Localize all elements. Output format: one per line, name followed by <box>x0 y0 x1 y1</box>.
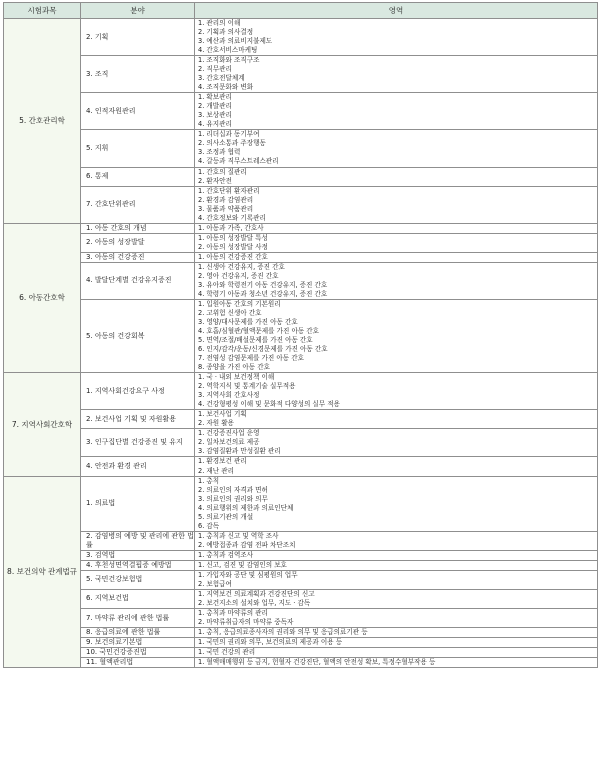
domain-item: 3. 물품과 약품관리 <box>198 204 254 213</box>
domain-cell <box>195 299 598 372</box>
domain-item: 4. 의료행위의 제한과 의료인단체 <box>198 503 294 512</box>
domain-item: 1. 국 · 내외 보건정책 이해 <box>198 373 275 382</box>
area-cell: 3. 인구집단별 건강증진 및 유지 <box>81 429 195 457</box>
area-cell: 3. 검역법 <box>81 550 195 560</box>
exam-subject-table <box>3 2 598 668</box>
domain-item: 2. 영아 건강유지, 증진 간호 <box>198 271 279 280</box>
subject-cell: 8. 보건의약 관계법규 <box>4 476 81 668</box>
domain-item: 2. 자원 활용 <box>198 419 234 428</box>
domain-item: 5. 면역/조절/배설문제를 가진 아동 간호 <box>198 336 313 345</box>
area-cell: 1. 의료법 <box>81 476 195 531</box>
domain-item: 6. 인지/감각/운동/신경문제를 가진 아동 간호 <box>198 345 328 354</box>
domain-cell <box>195 589 598 608</box>
domain-item: 1. 간호단위 환자관리 <box>198 186 260 195</box>
domain-item: 5. 의료기관의 개설 <box>198 512 254 521</box>
domain-item: 1. 아동의 성장발달 특성 <box>198 233 268 242</box>
domain-item: 4. 갈등과 직무스트레스관리 <box>198 157 279 166</box>
domain-cell <box>195 570 598 589</box>
area-cell: 4. 인적자원관리 <box>81 93 195 130</box>
domain-cell <box>195 608 598 627</box>
domain-item: 1. 관리의 이해 <box>198 19 241 27</box>
domain-item: 6. 감독 <box>198 521 220 530</box>
domain-item: 3. 보상관리 <box>198 111 232 120</box>
table-row <box>4 262 598 299</box>
domain-item: 1. 아동과 가족, 간호사 <box>198 223 264 232</box>
table-row <box>4 93 598 130</box>
domain-item: 1. 리더십과 동기부여 <box>198 130 260 139</box>
domain-item: 1. 간호의 질관리 <box>198 167 247 176</box>
domain-item: 2. 개발관리 <box>198 102 232 111</box>
domain-cell <box>195 130 598 167</box>
domain-item: 1. 총칙, 응급의료종사자의 권리와 의무 및 응급의료기관 등 <box>198 628 368 637</box>
domain-cell <box>195 638 598 648</box>
area-cell: 5. 국민건강보험법 <box>81 570 195 589</box>
domain-item: 1. 보건사업 기획 <box>198 410 247 419</box>
domain-item: 3. 간호전달체계 <box>198 74 245 83</box>
domain-item: 4. 조직문화와 변화 <box>198 83 254 92</box>
table-row <box>4 410 598 429</box>
table-row <box>4 638 598 648</box>
domain-cell <box>195 410 598 429</box>
domain-cell <box>195 373 598 410</box>
domain-cell <box>195 658 598 668</box>
domain-item: 1. 건강증진사업 운영 <box>198 429 260 438</box>
domain-item: 2. 고위험 신생아 간호 <box>198 308 262 317</box>
domain-cell <box>195 476 598 531</box>
area-cell: 2. 아동의 성장발달 <box>81 233 195 252</box>
domain-item: 1. 확보관리 <box>198 93 232 102</box>
area-cell: 5. 지휘 <box>81 130 195 167</box>
domain-item: 4. 간호서비스마케팅 <box>198 46 258 55</box>
domain-cell <box>195 628 598 638</box>
area-cell: 10. 국민건강증진법 <box>81 648 195 658</box>
domain-item: 4. 건강형평성 이해 및 문화적 다양성의 실무 적용 <box>198 400 340 409</box>
domain-item: 2. 역학지식 및 통계기술 실무적용 <box>198 382 296 391</box>
domain-item: 1. 조직화와 조직구조 <box>198 56 260 65</box>
subject-cell: 6. 아동간호학 <box>4 223 81 373</box>
table-row <box>4 429 598 457</box>
domain-item: 1. 총칙 <box>198 476 220 485</box>
domain-item: 1. 지역보건 의료계획과 건강진단의 신고 <box>198 589 315 598</box>
domain-item: 2. 아동의 성장발달 사정 <box>198 242 268 251</box>
domain-item: 7. 전염성 감염문제를 가진 아동 간호 <box>198 354 304 363</box>
area-cell: 2. 기획 <box>81 19 195 56</box>
area-cell: 3. 조직 <box>81 56 195 93</box>
domain-item: 2. 재난 관리 <box>198 466 234 475</box>
table-row <box>4 550 598 560</box>
exam-subject-table-container <box>3 2 597 668</box>
table-row <box>4 167 598 186</box>
table-row <box>4 457 598 476</box>
domain-item: 1. 총칙과 검역조사 <box>198 550 254 559</box>
header-area: 분야 <box>81 3 195 19</box>
domain-item: 1. 총칙과 신고 및 역학 조사 <box>198 531 279 540</box>
domain-cell <box>195 648 598 658</box>
table-row <box>4 19 598 56</box>
domain-item: 1. 아동의 건강증진 간호 <box>198 252 268 261</box>
area-cell: 4. 발달단계별 건강유지증진 <box>81 262 195 299</box>
table-row <box>4 223 598 233</box>
subject-cell: 7. 지역사회간호학 <box>4 373 81 476</box>
domain-cell <box>195 56 598 93</box>
area-cell: 4. 후천성면역결핍증 예방법 <box>81 560 195 570</box>
area-cell: 6. 통제 <box>81 167 195 186</box>
domain-cell <box>195 252 598 262</box>
header-domain: 영역 <box>195 3 598 19</box>
area-cell: 2. 보건사업 기획 및 자원활용 <box>81 410 195 429</box>
domain-cell <box>195 93 598 130</box>
domain-cell <box>195 429 598 457</box>
domain-cell <box>195 560 598 570</box>
domain-item: 1. 총칙과 마약류의 관리 <box>198 608 268 617</box>
domain-item: 3. 예산과 의료비지불제도 <box>198 37 273 46</box>
domain-item: 4. 유지관리 <box>198 120 232 129</box>
domain-item: 4. 학령기 아동과 청소년 건강유지, 증진 간호 <box>198 289 328 298</box>
table-row <box>4 531 598 550</box>
domain-item: 2. 환자안전 <box>198 176 232 185</box>
header-subject: 시험과목 <box>4 3 81 19</box>
table-row <box>4 56 598 93</box>
table-header-row <box>4 3 598 19</box>
domain-item: 3. 감염질환과 만성질환 관리 <box>198 447 281 456</box>
subject-cell: 5. 간호관리학 <box>4 19 81 224</box>
area-cell: 7. 간호단위관리 <box>81 186 195 223</box>
area-cell: 7. 마약류 관리에 관한 법률 <box>81 608 195 627</box>
domain-item: 2. 의료인의 자격과 면허 <box>198 485 268 494</box>
table-row <box>4 233 598 252</box>
domain-item: 1. 입원아동 간호의 기본원리 <box>198 299 281 308</box>
domain-cell <box>195 19 598 56</box>
domain-item: 4. 호흡/심혈관/혈액문제를 가진 아동 간호 <box>198 327 320 336</box>
table-row <box>4 299 598 372</box>
domain-cell <box>195 531 598 550</box>
domain-item: 2. 마약류취급자의 마약류 중독자 <box>198 618 294 626</box>
table-row <box>4 589 598 608</box>
domain-item: 4. 간호정보와 기록관리 <box>198 213 266 222</box>
domain-item: 1. 신생아 건강유지, 증진 간호 <box>198 262 285 271</box>
domain-item: 2. 환경과 감염관리 <box>198 195 254 204</box>
domain-cell <box>195 167 598 186</box>
area-cell: 6. 지역보건법 <box>81 589 195 608</box>
domain-item: 3. 의료인의 권리와 의무 <box>198 494 268 503</box>
area-cell: 8. 응급의료에 관한 법률 <box>81 628 195 638</box>
domain-item: 1. 국민 건강의 관리 <box>198 648 256 657</box>
area-cell: 1. 아동 간호의 개념 <box>81 223 195 233</box>
domain-item: 2. 기획과 의사결정 <box>198 28 254 37</box>
area-cell: 4. 안전과 환경 관리 <box>81 457 195 476</box>
domain-item: 2. 직무관리 <box>198 65 232 74</box>
table-row <box>4 373 598 410</box>
domain-item: 1. 국민의 권리와 의무, 보건의료의 제공과 이용 등 <box>198 638 343 647</box>
domain-item: 2. 의사소통과 주장행동 <box>198 139 266 148</box>
domain-cell <box>195 186 598 223</box>
area-cell: 1. 지역사회건강요구 사정 <box>81 373 195 410</box>
domain-item: 1. 혈액매매행위 등 금지, 헌혈자 건강진단, 혈액의 안전성 확보, 특정수혈부작용 등 <box>198 658 436 667</box>
domain-cell <box>195 223 598 233</box>
domain-cell <box>195 233 598 252</box>
table-row <box>4 476 598 531</box>
table-row <box>4 130 598 167</box>
table-row <box>4 186 598 223</box>
table-row <box>4 628 598 638</box>
domain-item: 2. 보험급여 <box>198 579 232 588</box>
domain-item: 2. 예방접종과 감염 전파 차단조치 <box>198 540 296 549</box>
domain-item: 3. 유아와 학령전기 아동 건강유지, 증진 간호 <box>198 280 328 289</box>
domain-item: 2. 일차보건의료 제공 <box>198 438 260 447</box>
domain-cell <box>195 457 598 476</box>
area-cell: 2. 감염병의 예방 및 관리에 관한 법률 <box>81 531 195 550</box>
table-row <box>4 560 598 570</box>
table-row <box>4 648 598 658</box>
domain-item: 3. 영양/대사문제를 가진 아동 간호 <box>198 318 298 326</box>
area-cell: 9. 보건의료기본법 <box>81 638 195 648</box>
table-row <box>4 608 598 627</box>
table-row <box>4 252 598 262</box>
domain-item: 2. 보건지소의 설치와 업무, 지도 · 감독 <box>198 598 311 607</box>
domain-cell <box>195 262 598 299</box>
table-body <box>4 19 598 668</box>
table-row <box>4 658 598 668</box>
area-cell: 5. 아동의 건강회복 <box>81 299 195 372</box>
domain-item: 8. 종양을 가진 아동 간호 <box>198 363 271 372</box>
domain-cell <box>195 550 598 560</box>
domain-item: 3. 조정과 협력 <box>198 148 241 157</box>
table-row <box>4 570 598 589</box>
area-cell: 11. 혈액관리법 <box>81 658 195 668</box>
domain-item: 3. 지역사회 간호사정 <box>198 391 260 400</box>
domain-item: 1. 환경보건 관리 <box>198 457 247 466</box>
domain-item: 1. 신고, 검진 및 감염인의 보호 <box>198 560 287 569</box>
domain-item: 1. 가입자와 공단 및 심평원의 업무 <box>198 570 298 579</box>
area-cell: 3. 아동의 건강증진 <box>81 252 195 262</box>
